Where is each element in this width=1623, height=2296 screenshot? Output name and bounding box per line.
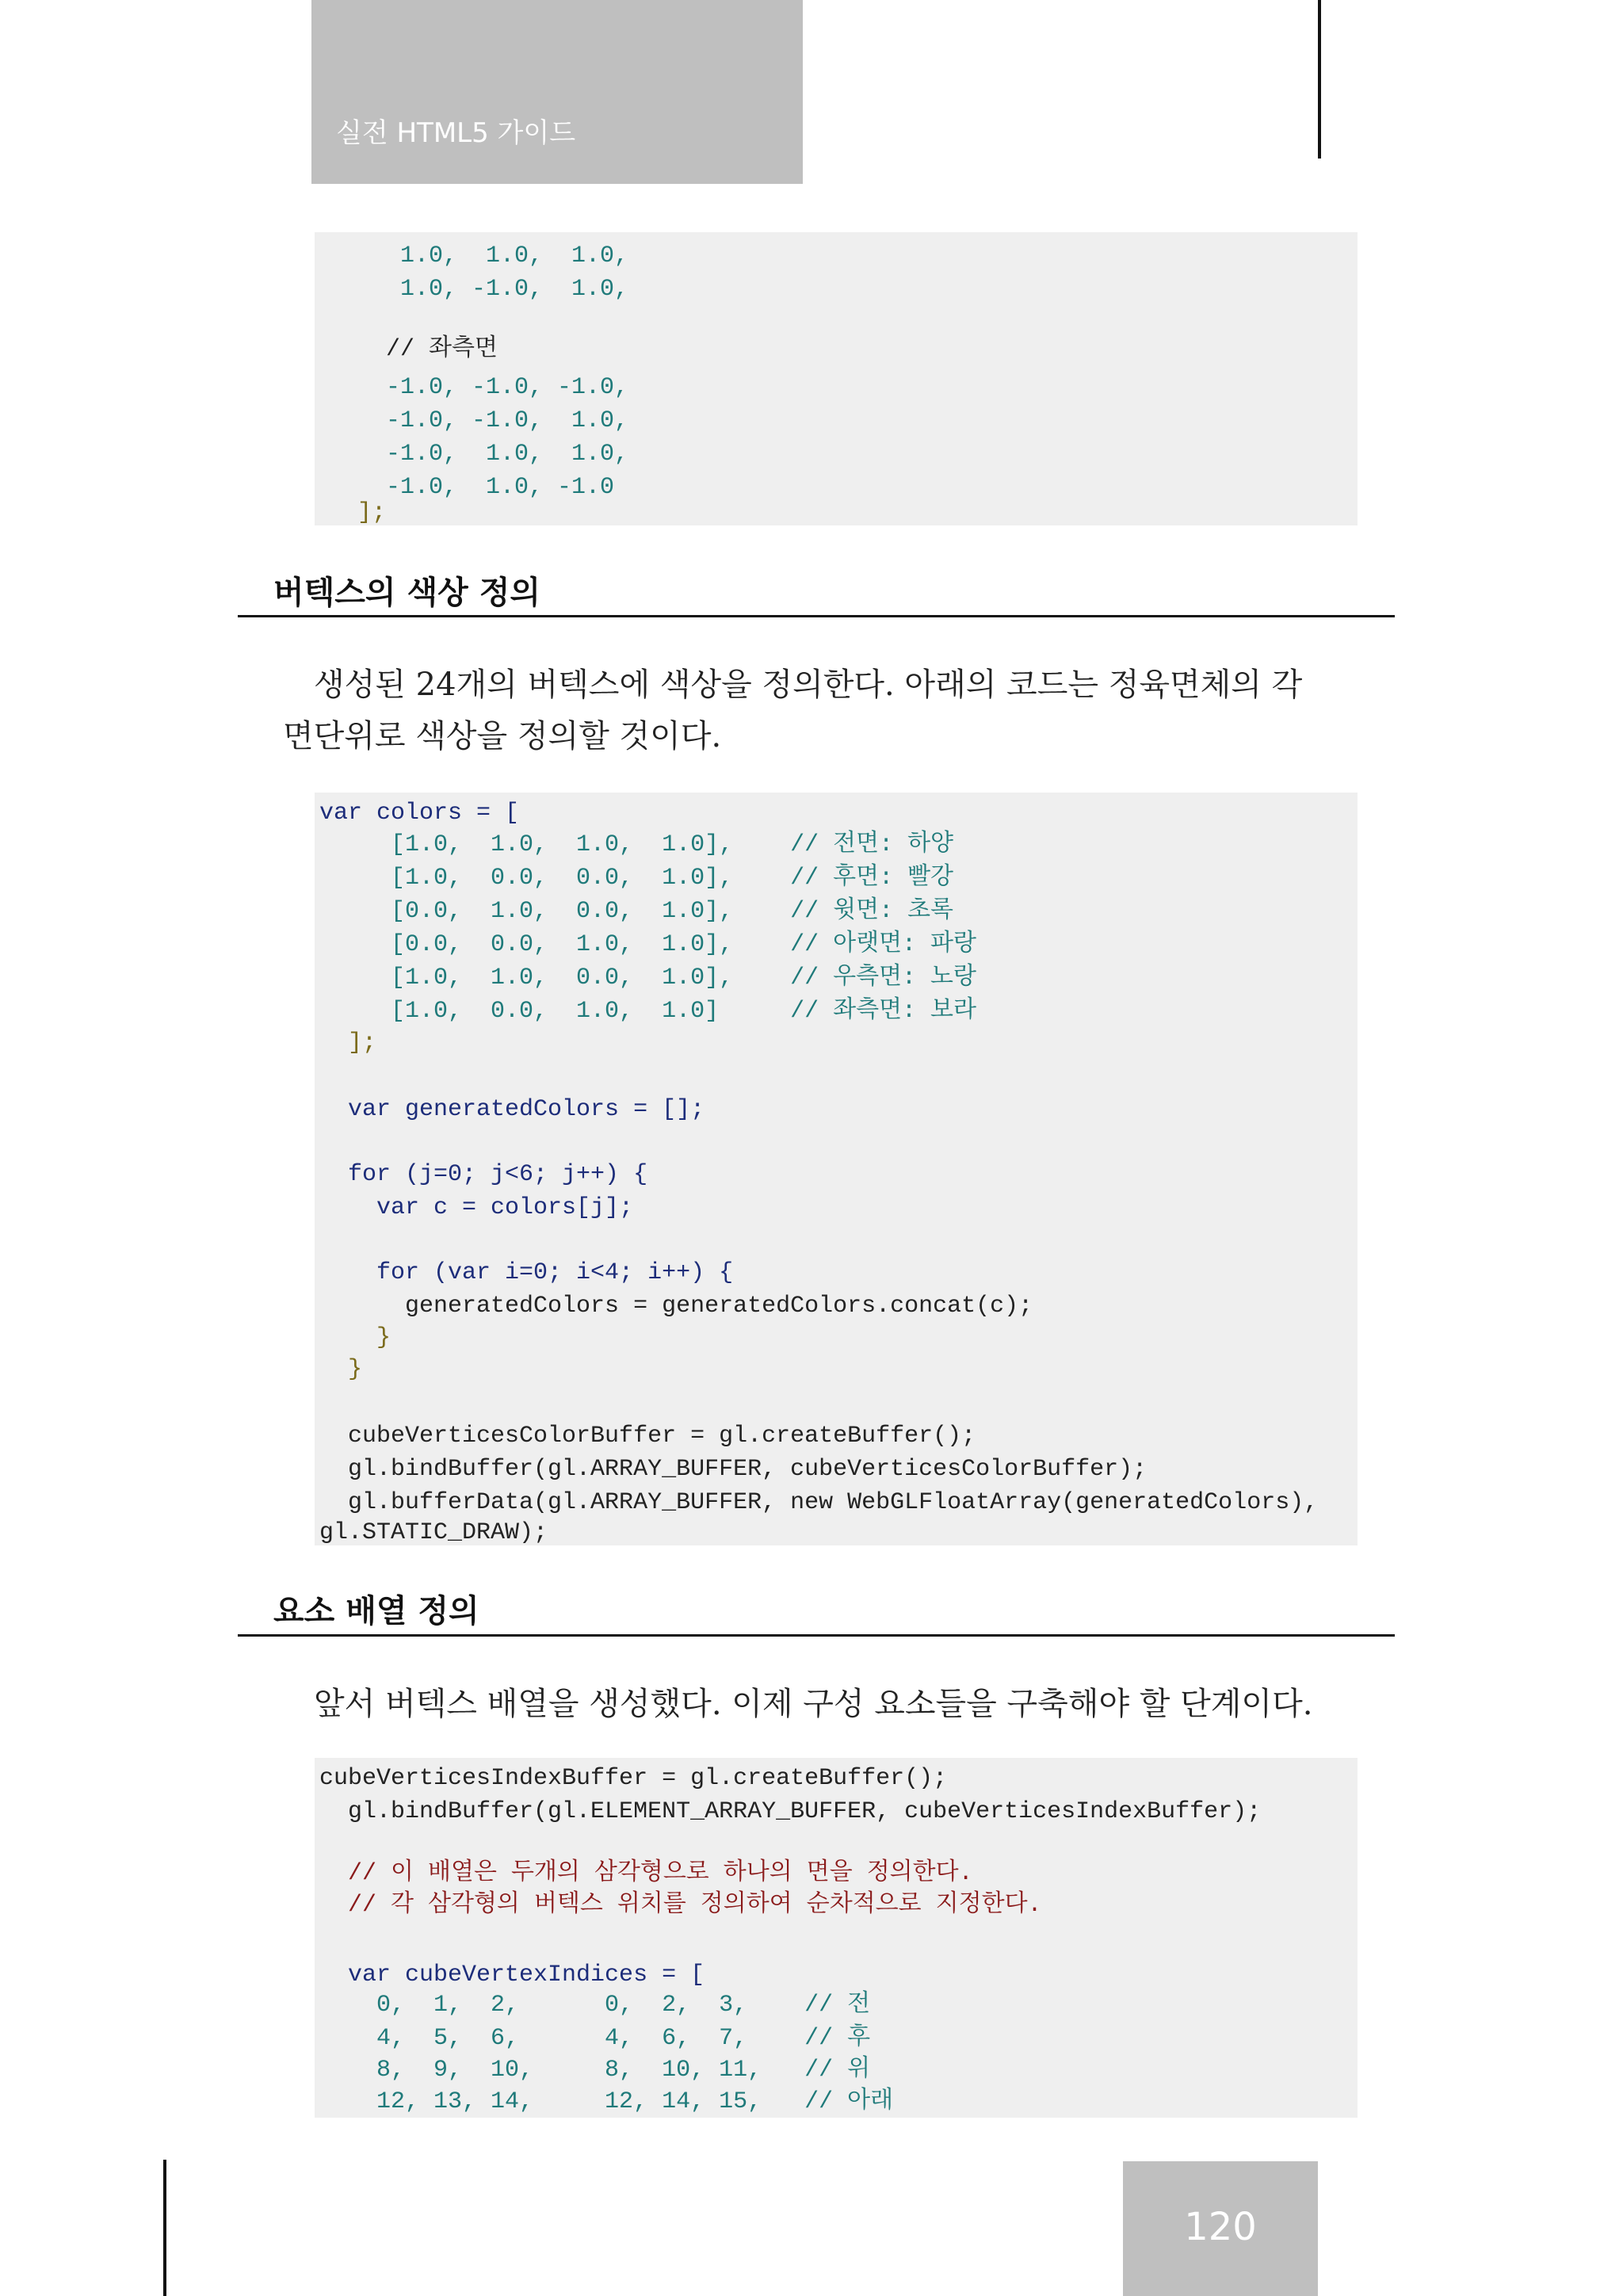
code-line: -1.0, -1.0, -1.0, xyxy=(315,374,629,401)
code-line: ]; xyxy=(315,499,387,526)
code-block-colors xyxy=(315,793,1358,1545)
code-comment: // 좌측면 xyxy=(315,336,498,363)
code-line: var colors = [ xyxy=(319,800,520,827)
code-line: } xyxy=(319,1356,363,1383)
code-line: [1.0, 1.0, 0.0, 1.0], // 우측면: 노랑 xyxy=(319,965,977,991)
code-block-index-buffer xyxy=(315,1758,1358,2118)
code-line: [1.0, 1.0, 1.0, 1.0], // 전면: 하양 xyxy=(319,831,954,858)
code-comment: // 각 삼각형의 버텍스 위치를 정의하여 순차적으로 지정한다. xyxy=(319,1892,1042,1919)
code-line: [0.0, 0.0, 1.0, 1.0], // 아랫면: 파랑 xyxy=(319,931,977,958)
code-line: cubeVerticesColorBuffer = gl.createBuffer(); xyxy=(319,1423,976,1450)
code-line: 1.0, 1.0, 1.0, xyxy=(315,243,629,269)
code-line: gl.STATIC_DRAW); xyxy=(319,1519,548,1546)
margin-rule-bottom xyxy=(163,2160,166,2296)
code-line: 4, 5, 6, 4, 6, 7, // 후 xyxy=(319,2025,871,2052)
paragraph-line: 생성된 24개의 버텍스에 색상을 정의한다. 아래의 코드는 정육면체의 각 xyxy=(314,667,1303,703)
code-line: [1.0, 0.0, 0.0, 1.0], // 후면: 빨강 xyxy=(319,865,954,892)
code-line: gl.bufferData(gl.ARRAY_BUFFER, new WebGLFloatArray(generatedColors), xyxy=(319,1489,1319,1516)
code-line: [1.0, 0.0, 1.0, 1.0] // 좌측면: 보라 xyxy=(319,998,977,1025)
section-heading-element-array: 요소 배열 정의 xyxy=(273,1593,479,1629)
code-line: var generatedColors = []; xyxy=(319,1096,705,1123)
section-rule xyxy=(238,615,1395,617)
code-line: cubeVerticesIndexBuffer = gl.createBuffer(); xyxy=(319,1765,948,1792)
code-line: var cubeVertexIndices = [ xyxy=(319,1962,705,1988)
code-line: for (j=0; j<6; j++) { xyxy=(319,1161,648,1188)
code-line: gl.bindBuffer(gl.ARRAY_BUFFER, cubeVerticesColorBuffer); xyxy=(319,1456,1148,1483)
code-line: for (var i=0; i<4; i++) { xyxy=(319,1259,734,1286)
header-banner xyxy=(311,0,803,184)
code-line: var c = colors[j]; xyxy=(319,1194,634,1221)
margin-rule-top xyxy=(1318,0,1321,159)
code-line: } xyxy=(319,1324,391,1351)
page-number: 120 xyxy=(1184,2205,1257,2249)
page-number-box xyxy=(1123,2161,1318,2296)
code-line: 8, 9, 10, 8, 10, 11, // 위 xyxy=(319,2057,871,2084)
code-comment: // 이 배열은 두개의 삼각형으로 하나의 면을 정의한다. xyxy=(319,1860,973,1887)
code-line: 0, 1, 2, 0, 2, 3, // 전 xyxy=(319,1992,871,2019)
code-line: -1.0, 1.0, 1.0, xyxy=(315,441,629,468)
code-line: -1.0, 1.0, -1.0 xyxy=(315,474,615,501)
paragraph-line: 면단위로 색상을 정의할 것이다. xyxy=(283,718,722,755)
code-block-cube-vertices xyxy=(315,232,1358,525)
code-line: generatedColors = generatedColors.concat(c); xyxy=(319,1293,1033,1320)
paragraph-line: 앞서 버텍스 배열을 생성했다. 이제 구성 요소들을 구축해야 할 단계이다. xyxy=(314,1686,1313,1722)
code-line: 12, 13, 14, 12, 14, 15, // 아래 xyxy=(319,2088,894,2115)
code-line: gl.bindBuffer(gl.ELEMENT_ARRAY_BUFFER, cubeVerticesIndexBuffer); xyxy=(319,1798,1262,1825)
section-rule xyxy=(238,1634,1395,1637)
code-line: 1.0, -1.0, 1.0, xyxy=(315,276,629,303)
book-title: 실전 HTML5 가이드 xyxy=(336,117,576,149)
code-line: -1.0, -1.0, 1.0, xyxy=(315,407,629,434)
code-line: [0.0, 1.0, 0.0, 1.0], // 윗면: 초록 xyxy=(319,898,954,925)
code-line: ]; xyxy=(319,1030,377,1056)
section-heading-vertex-colors: 버텍스의 색상 정의 xyxy=(273,575,540,611)
